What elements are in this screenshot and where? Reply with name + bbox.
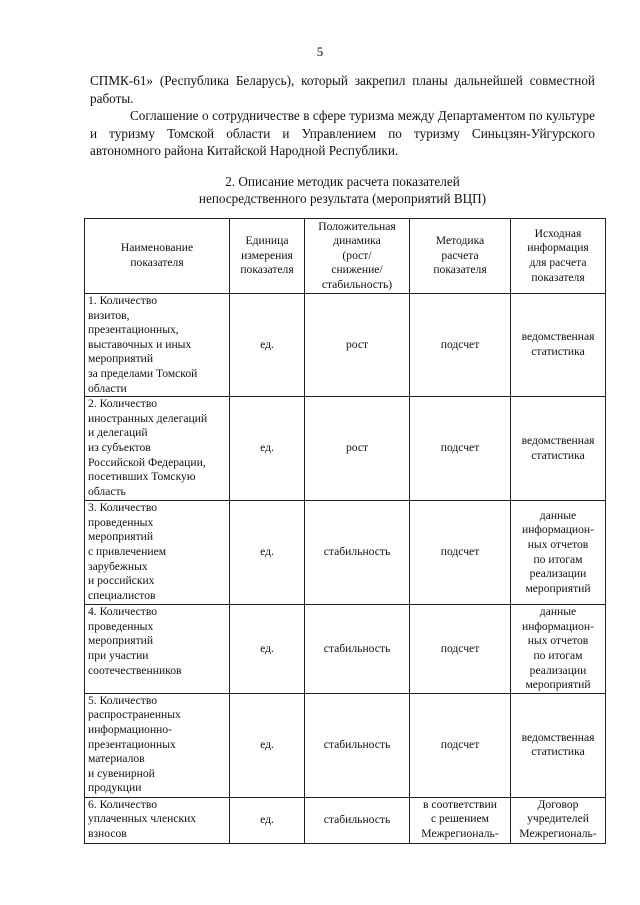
cell-unit: ед. [230, 501, 305, 605]
cell-source: ведомственная статистика [511, 397, 606, 501]
cell-method: подсчет [410, 605, 511, 694]
cell-indicator-name: 5. Количество распространенных информационно- презентационных материалов и сувенирной продукции [85, 693, 230, 797]
header-dynamics: Положительная динамика (рост/ снижение/ стабильность) [305, 219, 410, 294]
cell-source: данные информацион- ных отчетов по итогам реализации мероприятий [511, 605, 606, 694]
cell-method: подсчет [410, 693, 511, 797]
cell-method: подсчет [410, 397, 511, 501]
cell-unit: ед. [230, 797, 305, 843]
cell-source: данные информацион- ных отчетов по итогам реализации мероприятий [511, 501, 606, 605]
cell-source: ведомственная статистика [511, 294, 606, 397]
table-row [85, 693, 606, 797]
cell-dynamics: стабильность [305, 605, 410, 694]
cell-dynamics: рост [305, 294, 410, 397]
intro-text [90, 72, 595, 160]
header-source: Исходная информация для расчета показателя [511, 219, 606, 294]
section-title [90, 173, 595, 207]
cell-method: в соответствии с решением Межрегиональ- [410, 797, 511, 843]
cell-unit: ед. [230, 605, 305, 694]
cell-dynamics: стабильность [305, 797, 410, 843]
table-row [85, 797, 606, 843]
cell-unit: ед. [230, 397, 305, 501]
table-row [85, 294, 606, 397]
header-indicator-name: Наименование показателя [85, 219, 230, 294]
cell-dynamics: стабильность [305, 693, 410, 797]
indicators-table [84, 218, 606, 844]
cell-method: подсчет [410, 501, 511, 605]
cell-method: подсчет [410, 294, 511, 397]
cell-unit: ед. [230, 294, 305, 397]
table-row [85, 605, 606, 694]
header-method: Методика расчета показателя [410, 219, 511, 294]
section-title-line-2: непосредственного результата (мероприятий ВЦП) [198, 191, 487, 206]
cell-dynamics: рост [305, 397, 410, 501]
cell-indicator-name: 2. Количество иностранных делегаций и делегаций из субъектов Российской Федерации, посетивших Томскую область [85, 397, 230, 501]
header-unit: Единица измерения показателя [230, 219, 305, 294]
section-title-line-1: 2. Описание методик расчета показателей [225, 174, 460, 189]
cell-indicator-name: 4. Количество проведенных мероприятий при участии соотечественников [85, 605, 230, 694]
cell-source: Договор учредителей Межрегиональ- [511, 797, 606, 843]
table-row [85, 397, 606, 501]
table-row [85, 501, 606, 605]
page-number: 5 [316, 44, 324, 59]
cell-indicator-name: 1. Количество визитов, презентационных, выставочных и иных мероприятий за пределами Томской области [85, 294, 230, 397]
intro-paragraph-1: СПМК-61» (Республика Беларусь), который закрепил планы дальнейшей совместной работы. [90, 73, 595, 106]
intro-paragraph-2: Соглашение о сотрудничестве в сфере туризма между Департаментом по культуре и туризму Томской области и Управлением по туризму Синьцзян-Уйгурского автономного района Китайской Народной Республики. [90, 108, 595, 158]
cell-indicator-name: 6. Количество уплаченных членских взносов [85, 797, 230, 843]
cell-source: ведомственная статистика [511, 693, 606, 797]
cell-dynamics: стабильность [305, 501, 410, 605]
cell-unit: ед. [230, 693, 305, 797]
table-header-row [85, 219, 606, 294]
cell-indicator-name: 3. Количество проведенных мероприятий с привлечением зарубежных и российских специалистов [85, 501, 230, 605]
